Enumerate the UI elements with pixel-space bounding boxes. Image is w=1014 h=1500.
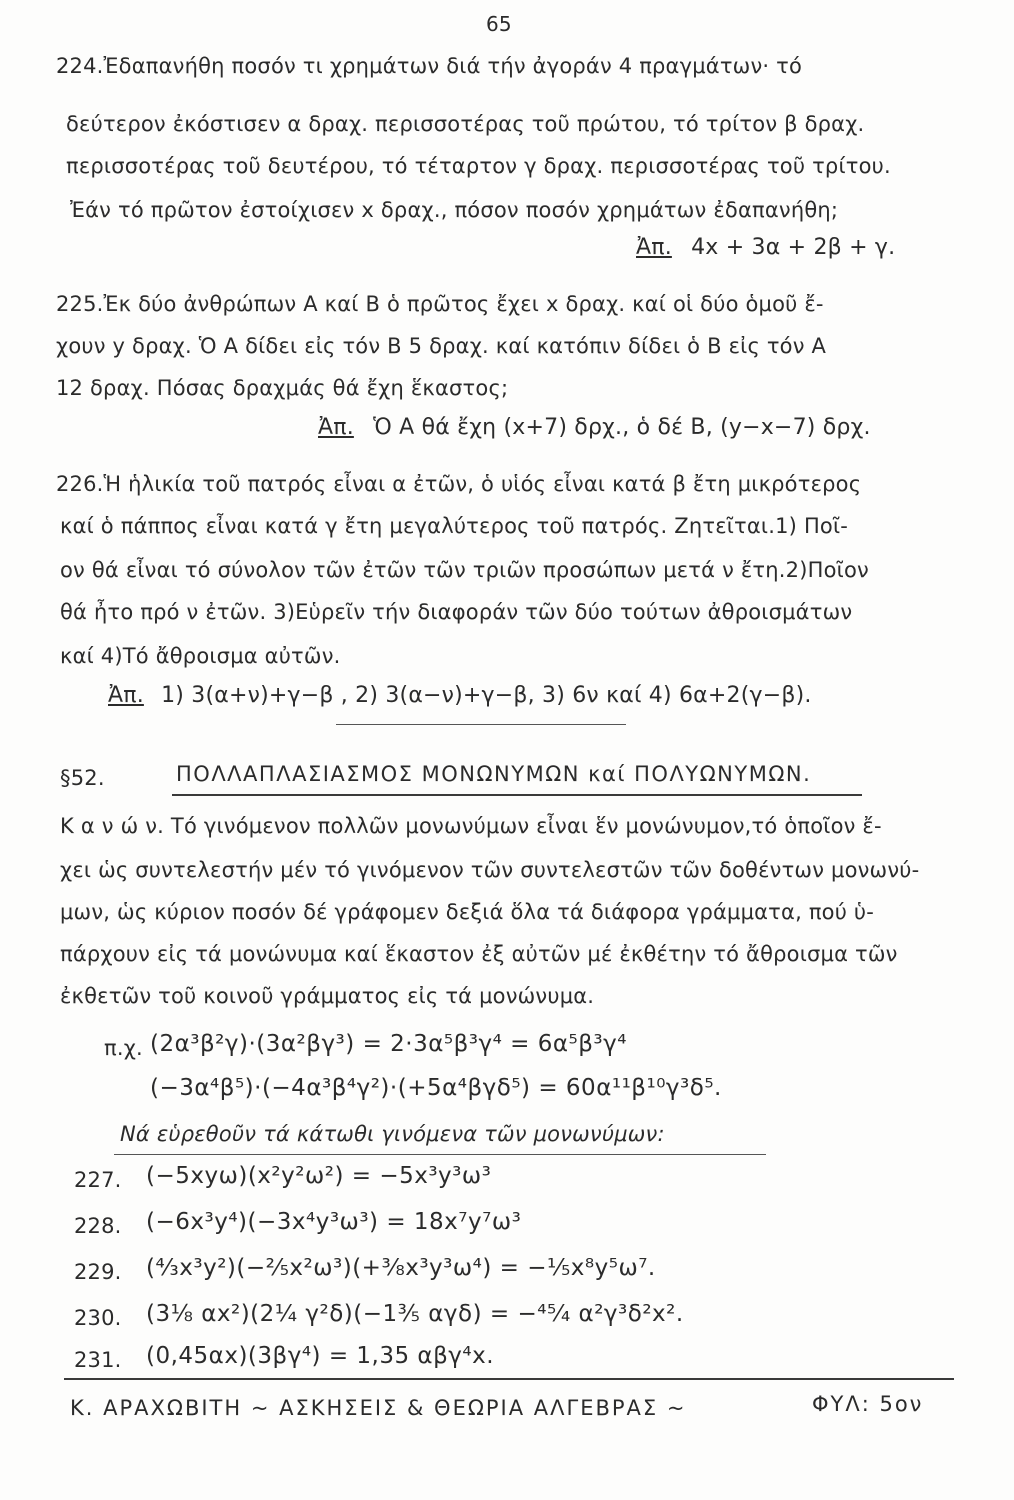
exercise-229-number: 229. — [74, 1260, 122, 1284]
problem-224-line-2: δεύτερον ἐκόστισεν α δραχ. περισσοτέρας τοῦ πρώτου, τό τρίτον β δραχ. — [66, 112, 865, 136]
answer-underline — [336, 724, 626, 725]
exercise-230-number: 230. — [74, 1306, 122, 1330]
page-number: 65 — [486, 12, 512, 36]
problem-224-line-1: 224.Ἐδαπανήθη ποσόν τι χρημάτων διά τήν ἀγοράν 4 πραγμάτων· τό — [56, 54, 803, 78]
rule-line-5: ἐκθετῶν τοῦ κοινοῦ γράμματος εἰς τά μονώνυμα. — [60, 984, 595, 1008]
exercise-230-expression: (3⅛ αx²)(2¼ γ²δ)(−1⅗ αγδ) = −⁴⁵⁄₄ α²γ³δ²x². — [146, 1301, 684, 1327]
problem-224-answer — [636, 234, 895, 262]
problem-224-line-4: Ἐάν τό πρῶτον ἐστοίχισεν x δραχ., πόσον ποσόν χρημάτων ἐδαπανήθη; — [70, 198, 839, 222]
problem-225-line-2: χουν y δραχ. Ὁ Α δίδει εἰς τόν Β 5 δραχ. καί κατόπιν δίδει ὁ Β εἰς τόν Α — [56, 334, 827, 358]
answer-label: Ἀπ. — [108, 683, 144, 708]
problem-225-answer — [318, 414, 871, 442]
answer-text: 4x + 3α + 2β + γ. — [691, 235, 896, 260]
exercise-229-expression: (⁴⁄₃x³y²)(−²⁄₅x²ω³)(+³⁄₈x³y³ω⁴) = −¹⁄₅x⁸y⁵ω⁷. — [146, 1255, 656, 1281]
exercise-227-expression: (−5xyω)(x²y²ω²) = −5x³y³ω³ — [146, 1163, 492, 1189]
rule-line-4: πάρχουν εἰς τά μονώνυμα καί ἕκαστον ἐξ αὐτῶν μέ ἐκθέτην τό ἄθροισμα τῶν — [60, 942, 898, 966]
exercise-227-number: 227. — [74, 1168, 122, 1192]
problem-226-line-5: καί 4)Τό ἄθροισμα αὐτῶν. — [60, 644, 341, 668]
exercise-231-expression: (0,45αx)(3βγ⁴) = 1,35 αβγ⁴x. — [146, 1343, 495, 1369]
exercise-heading-underline — [114, 1154, 766, 1155]
section-number: §52. — [60, 766, 105, 790]
problem-226-line-3: ον θά εἶναι τό σύνολον τῶν ἐτῶν τῶν τριῶν προσώπων μετά ν ἔτη.2)Ποῖον — [60, 558, 869, 582]
answer-label: Ἀπ. — [318, 415, 354, 440]
footer-rule — [64, 1378, 954, 1380]
problem-224-line-3: περισσοτέρας τοῦ δευτέρου, τό τέταρτον γ δραχ. περισσοτέρας τοῦ τρίτου. — [66, 154, 891, 178]
exercise-231-number: 231. — [74, 1348, 122, 1372]
answer-text: 1) 3(α+ν)+γ−β , 2) 3(α−ν)+γ−β, 3) 6ν καί 4) 6α+2(γ−β). — [161, 683, 812, 708]
rule-line-1: Κ α ν ώ ν. Τό γινόμενον πολλῶν μονωνύμων εἶναι ἕν μονώνυμον,τό ὁποῖον ἔ- — [60, 814, 882, 838]
exercise-228-expression: (−6x³y⁴)(−3x⁴y³ω³) = 18x⁷y⁷ω³ — [146, 1209, 522, 1235]
problem-226-line-1: 226.Ἡ ἡλικία τοῦ πατρός εἶναι α ἐτῶν, ὁ υἱός εἶναι κατά β ἔτη μικρότερος — [56, 472, 862, 496]
example-2: (−3α⁴β⁵)·(−4α³β⁴γ²)·(+5α⁴βγδ⁵) = 60α¹¹β¹⁰γ³δ⁵. — [150, 1075, 722, 1101]
footer-author-title: Κ. ΑΡΑΧΩΒΙΤΗ ~ ΑΣΚΗΣΕΙΣ & ΘΕΩΡΙΑ ΑΛΓΕΒΡΑΣ ~ — [70, 1396, 687, 1420]
problem-225-line-3: 12 δραχ. Πόσας δραχμάς θά ἔχη ἕκαστος; — [56, 376, 509, 400]
problem-226-line-2: καί ὁ πάππος εἶναι κατά γ ἔτη μεγαλύτερος τοῦ πατρός. Ζητεῖται.1) Ποῖ- — [60, 514, 849, 538]
answer-label: Ἀπ. — [636, 235, 672, 260]
exercise-228-number: 228. — [74, 1214, 122, 1238]
rule-line-2: χει ὡς συντελεστήν μέν τό γινόμενον τῶν συντελεστῶν τῶν δοθέντων μονωνύ- — [60, 858, 920, 882]
answer-text: Ὁ Α θά ἔχη (x+7) δρχ., ὁ δέ Β, (y−x−7) δρχ. — [373, 415, 871, 440]
problem-226-answer — [108, 682, 812, 710]
section-title-underline — [172, 794, 862, 796]
problem-226-line-4: θά ἦτο πρό ν ἐτῶν. 3)Εὑρεῖν τήν διαφοράν τῶν δύο τούτων ἀθροισμάτων — [60, 600, 853, 624]
footer-sheet: ΦΥΛ: 5ον — [812, 1392, 924, 1416]
problem-225-line-1: 225.Ἐκ δύο ἀνθρώπων Α καί Β ὁ πρῶτος ἔχει x δραχ. καί οἱ δύο ὁμοῦ ἔ- — [56, 292, 824, 316]
example-prefix: π.χ. — [104, 1036, 143, 1060]
rule-line-3: μων, ὡς κύριον ποσόν δέ γράφομεν δεξιά ὅλα τά διάφορα γράμματα, πού ὑ- — [60, 900, 875, 924]
example-1: (2α³β²γ)·(3α²βγ³) = 2·3α⁵β³γ⁴ = 6α⁵β³γ⁴ — [150, 1031, 627, 1057]
exercise-heading: Νά εὑρεθοῦν τά κάτωθι γινόμενα τῶν μονωνύμων: — [120, 1122, 665, 1146]
section-title: ΠΟΛΛΑΠΛΑΣΙΑΣΜΟΣ ΜΟΝΩΝΥΜΩΝ καί ΠΟΛΥΩΝΥΜΩΝ. — [176, 762, 812, 786]
